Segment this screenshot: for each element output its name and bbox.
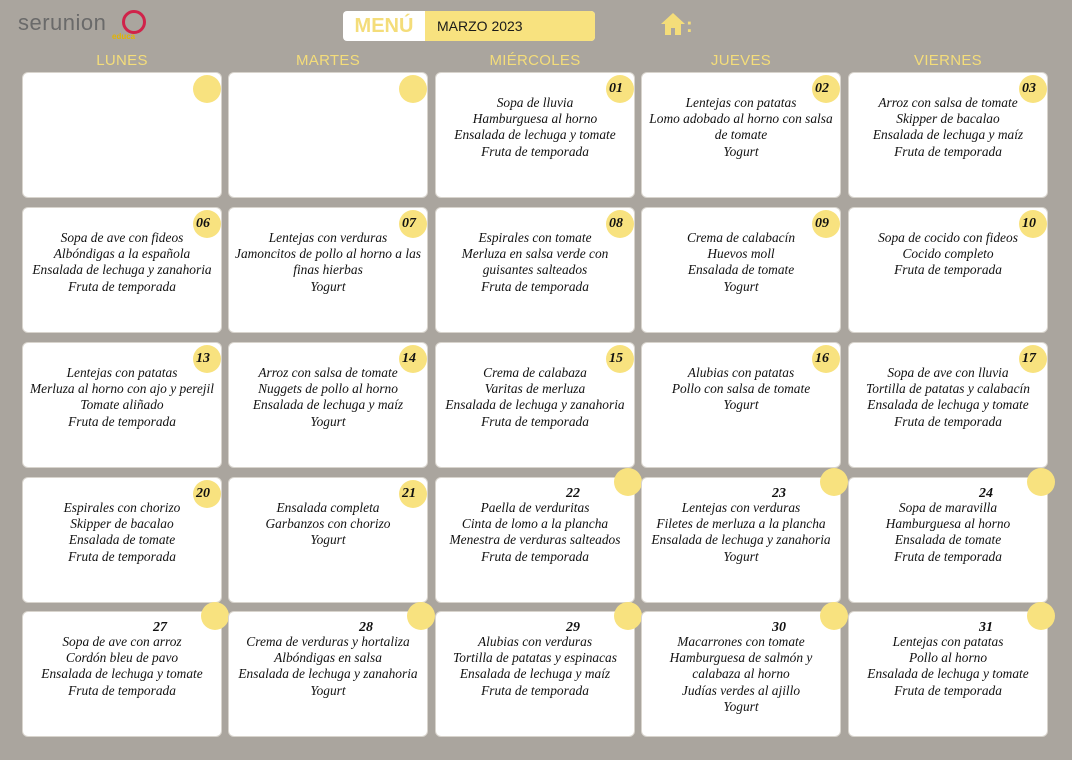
- menu-item: Arroz con salsa de tomate: [258, 365, 398, 380]
- menu-item: Ensalada de lechuga y zanahoria: [651, 532, 831, 548]
- menu-items: [849, 365, 1047, 430]
- menu-items: [642, 634, 840, 715]
- menu-item: Hamburguesa al horno: [885, 516, 1011, 532]
- menu-item: Ensalada de lechuga y tomate: [41, 666, 203, 682]
- day-cell: [435, 207, 635, 333]
- sun-badge-icon: [614, 602, 642, 630]
- menu-item: Yogurt: [723, 143, 759, 159]
- menu-item: Varitas de merluza: [484, 381, 586, 397]
- menu-items: [229, 365, 427, 430]
- logo-mark-icon: [122, 10, 146, 34]
- menu-item: Tomate aliñado: [80, 397, 164, 413]
- day-number: 29: [566, 620, 580, 635]
- menu-item: Cordón bleu de pavo: [65, 650, 179, 666]
- menu-item: Lentejas con verduras: [268, 230, 388, 245]
- day-cell: [848, 611, 1048, 737]
- menu-items: [23, 230, 221, 295]
- menu-items: [436, 500, 634, 565]
- day-number: 28: [359, 620, 373, 635]
- menu-item: Fruta de temporada: [481, 278, 589, 294]
- menu-item: Nuggets de pollo al horno: [258, 381, 398, 397]
- month-label: MARZO 2023: [425, 11, 595, 41]
- menu-item: Yogurt: [310, 682, 346, 698]
- menu-items: [229, 230, 427, 295]
- menu-item: Ensalada de lechuga y zanahoria: [32, 262, 212, 278]
- menu-item: Sopa de maravilla: [898, 500, 998, 515]
- day-header-4: VIERNES: [914, 52, 982, 69]
- menu-item: Yogurt: [310, 278, 346, 294]
- menu-item: Fruta de temporada: [68, 548, 176, 564]
- day-cell: [435, 342, 635, 468]
- sun-badge-icon: [1027, 468, 1055, 496]
- menu-items: [849, 230, 1047, 279]
- menu-item: Yogurt: [310, 413, 346, 429]
- menu-item: Hamburguesa al horno: [472, 111, 598, 127]
- day-cell: [228, 477, 428, 603]
- menu-item: Filetes de merluza a la plancha: [656, 516, 826, 532]
- menu-item: Pollo al horno: [908, 650, 988, 666]
- menu-item: Ensalada de tomate: [68, 532, 176, 548]
- menu-item: Tortilla de patatas y calabacín: [866, 381, 1030, 397]
- day-cell: [22, 611, 222, 737]
- menu-item: Yogurt: [723, 278, 759, 294]
- menu-item: Fruta de temporada: [894, 262, 1002, 278]
- menu-item: Pollo con salsa de tomate: [671, 381, 811, 397]
- menu-items: [229, 634, 427, 699]
- day-number: 06: [196, 216, 210, 231]
- logo-sub: educa: [112, 32, 136, 41]
- menu-item: Crema de calabaza: [483, 365, 587, 380]
- serunion-logo: [18, 8, 158, 42]
- home-button[interactable]: [660, 12, 700, 40]
- day-cell: [435, 611, 635, 737]
- menu-item: Ensalada de lechuga y zanahoria: [238, 666, 418, 682]
- logo-text: serunion: [18, 10, 107, 35]
- menu-item: Paella de verduritas: [480, 500, 590, 515]
- sun-badge-icon: [820, 468, 848, 496]
- menu-item: Yogurt: [723, 698, 759, 714]
- menu-item: Ensalada de lechuga y tomate: [867, 666, 1029, 682]
- menu-item: Ensalada de tomate: [687, 262, 795, 278]
- menu-item: Fruta de temporada: [894, 682, 1002, 698]
- day-number: 31: [979, 620, 993, 635]
- menu-item: Fruta de temporada: [481, 548, 589, 564]
- menu-item: Cocido completo: [902, 246, 994, 262]
- menu-items: [849, 634, 1047, 699]
- day-number: 24: [979, 486, 993, 501]
- day-cell: [641, 611, 841, 737]
- menu-items: [642, 500, 840, 565]
- menu-item: Skipper de bacalao: [896, 111, 1000, 127]
- menu-item: Arroz con salsa de tomate: [878, 95, 1018, 110]
- sun-badge-icon: [399, 75, 427, 103]
- menu-item: Cinta de lomo a la plancha: [461, 516, 609, 532]
- day-cell: [641, 342, 841, 468]
- sun-badge-icon: [193, 75, 221, 103]
- day-number: 27: [153, 620, 167, 635]
- day-number: 20: [196, 486, 210, 501]
- menu-items: [229, 500, 427, 549]
- day-cell: [22, 342, 222, 468]
- day-number: 16: [815, 351, 829, 366]
- day-header-3: JUEVES: [710, 52, 772, 69]
- menu-item: Espirales con chorizo: [63, 500, 181, 515]
- day-cell: [228, 72, 428, 198]
- menu-item: Lentejas con verduras: [681, 500, 801, 515]
- menu-item: Judías verdes al ajillo: [681, 682, 801, 698]
- menu-item: Menestra de verduras salteados: [449, 532, 621, 548]
- home-colon: :: [686, 15, 693, 37]
- menu-item: Ensalada de tomate: [894, 532, 1002, 548]
- day-number: 09: [815, 216, 829, 231]
- menu-items: [849, 95, 1047, 160]
- menu-item: Lentejas con patatas: [685, 95, 797, 110]
- menu-item: Sopa de ave con arroz: [62, 634, 182, 649]
- menu-item: Tortilla de patatas y espinacas: [453, 650, 617, 666]
- menu-item: Fruta de temporada: [68, 682, 176, 698]
- menu-item: Yogurt: [723, 397, 759, 413]
- menu-item: Crema de verduras y hortaliza: [246, 634, 410, 649]
- menu-item: Lentejas con patatas: [66, 365, 178, 380]
- day-cell: [435, 477, 635, 603]
- day-number: 02: [815, 81, 829, 96]
- menu-item: Sopa de cocido con fideos: [878, 230, 1018, 245]
- day-cell: [228, 611, 428, 737]
- menu-item: Yogurt: [310, 532, 346, 548]
- sun-badge-icon: [1027, 602, 1055, 630]
- menu-title: MENÚ: [354, 15, 414, 37]
- day-cell: [22, 72, 222, 198]
- day-number: 03: [1022, 81, 1036, 96]
- menu-item: Macarrones con tomate: [677, 634, 805, 649]
- menu-item: Fruta de temporada: [68, 413, 176, 429]
- day-header-1: MARTES: [295, 52, 361, 69]
- day-number: 15: [609, 351, 623, 366]
- menu-item: Garbanzos con chorizo: [265, 516, 391, 532]
- day-cell: [641, 72, 841, 198]
- menu-items: [642, 230, 840, 295]
- day-cell: [848, 207, 1048, 333]
- day-cell: [22, 477, 222, 603]
- menu-item: Fruta de temporada: [894, 548, 1002, 564]
- menu-item: Ensalada de lechuga y maíz: [252, 397, 404, 413]
- menu-items: [23, 500, 221, 565]
- day-number: 30: [772, 620, 786, 635]
- sun-badge-icon: [201, 602, 229, 630]
- day-cell: [848, 342, 1048, 468]
- menu-item: Fruta de temporada: [481, 682, 589, 698]
- menu-header: [343, 11, 595, 41]
- day-cell: [228, 342, 428, 468]
- home-icon: [660, 12, 686, 36]
- menu-item: Merluza en salsa verde con guisantes salteados: [461, 246, 609, 278]
- menu-item: Sopa de ave con lluvia: [887, 365, 1009, 380]
- menu-item: Albóndigas a la española: [53, 246, 191, 262]
- menu-item: Sopa de ave con fideos: [60, 230, 184, 245]
- menu-item: Lentejas con patatas: [892, 634, 1004, 649]
- menu-items: [23, 365, 221, 430]
- sun-badge-icon: [820, 602, 848, 630]
- menu-item: Fruta de temporada: [481, 413, 589, 429]
- day-cell: [22, 207, 222, 333]
- menu-item: Ensalada de lechuga y maíz: [459, 666, 611, 682]
- day-cell: [848, 72, 1048, 198]
- menu-items: [436, 95, 634, 160]
- menu-item: Sopa de lluvia: [496, 95, 574, 110]
- day-header-0: LUNES: [96, 52, 148, 69]
- menu-item: Ensalada completa: [276, 500, 380, 515]
- menu-item: Lomo adobado al horno con salsa de tomate: [649, 111, 833, 143]
- menu-item: Merluza al horno con ajo y perejil: [30, 381, 214, 397]
- day-number: 17: [1022, 351, 1036, 366]
- menu-items: [436, 634, 634, 699]
- menu-item: Fruta de temporada: [68, 278, 176, 294]
- menu-items: [436, 365, 634, 430]
- menu-item: Espirales con tomate: [478, 230, 592, 245]
- menu-items: [23, 634, 221, 699]
- sun-badge-icon: [407, 602, 435, 630]
- sun-badge-icon: [614, 468, 642, 496]
- menu-item: Fruta de temporada: [481, 143, 589, 159]
- day-cell: [848, 477, 1048, 603]
- day-cell: [435, 72, 635, 198]
- day-number: 22: [566, 486, 580, 501]
- day-number: 07: [402, 216, 416, 231]
- day-cell: [228, 207, 428, 333]
- menu-items: [642, 95, 840, 160]
- day-number: 01: [609, 81, 623, 96]
- day-header-2: MIÉRCOLES: [489, 52, 581, 69]
- menu-item: Ensalada de lechuga y tomate: [454, 127, 616, 143]
- menu-item: Fruta de temporada: [894, 413, 1002, 429]
- menu-items: [436, 230, 634, 295]
- menu-item: Alubias con verduras: [477, 634, 593, 649]
- menu-items: [849, 500, 1047, 565]
- day-number: 21: [402, 486, 416, 501]
- menu-item: Huevos moll: [707, 246, 775, 262]
- menu-item: Skipper de bacalao: [70, 516, 174, 532]
- menu-item: Yogurt: [723, 548, 759, 564]
- day-number: 14: [402, 351, 416, 366]
- day-number: 08: [609, 216, 623, 231]
- menu-item: Crema de calabacín: [686, 230, 796, 245]
- menu-item: Ensalada de lechuga y tomate: [867, 397, 1029, 413]
- menu-item: Fruta de temporada: [894, 143, 1002, 159]
- day-number: 13: [196, 351, 210, 366]
- menu-item: Jamoncitos de pollo al horno a las finas hierbas: [235, 246, 421, 278]
- day-number: 10: [1022, 216, 1036, 231]
- menu-item: Hamburguesa de salmón y calabaza al horno: [669, 650, 813, 682]
- day-cell: [641, 207, 841, 333]
- day-number: 23: [772, 486, 786, 501]
- menu-item: Ensalada de lechuga y zanahoria: [445, 397, 625, 413]
- menu-item: Alubias con patatas: [687, 365, 795, 380]
- menu-items: [642, 365, 840, 414]
- menu-item: Ensalada de lechuga y maíz: [872, 127, 1024, 143]
- day-cell: [641, 477, 841, 603]
- menu-item: Albóndigas en salsa: [274, 650, 382, 666]
